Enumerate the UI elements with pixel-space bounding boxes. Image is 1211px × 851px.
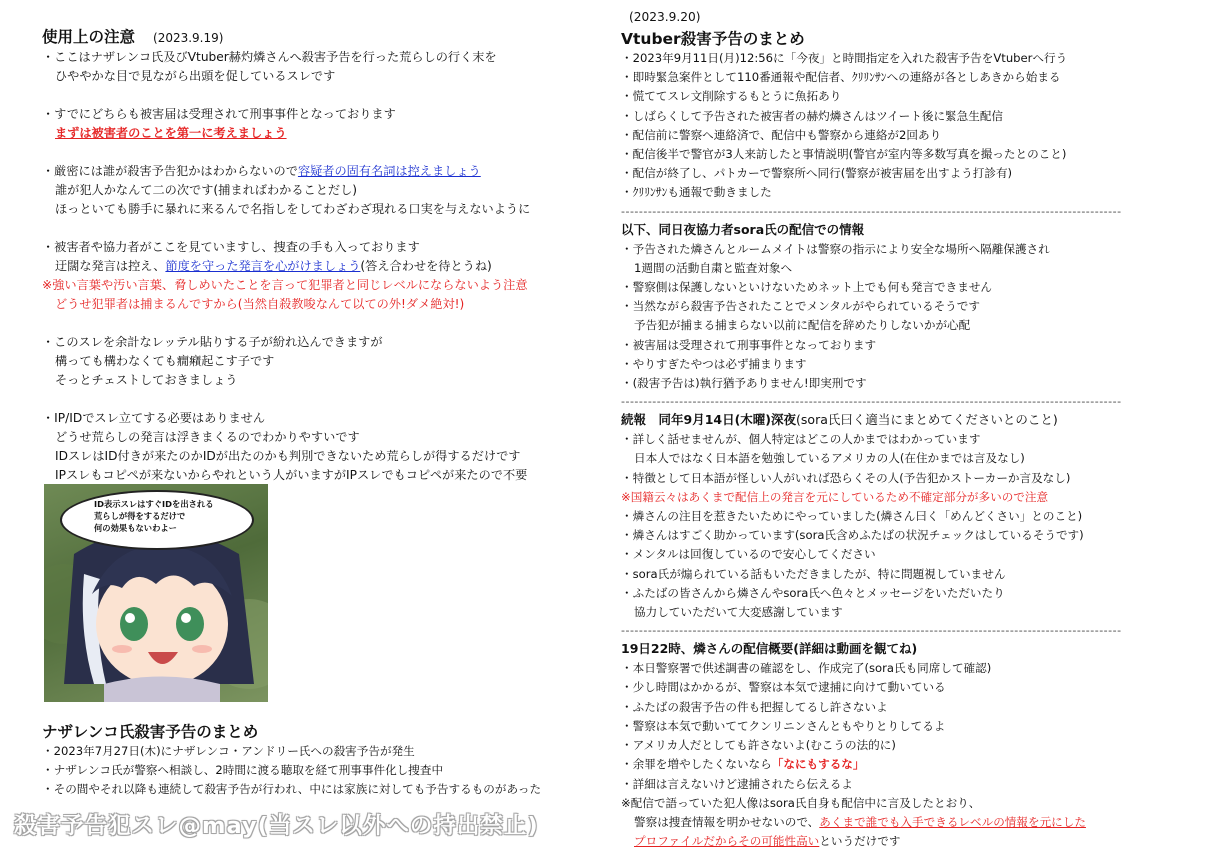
profile-emphasis: あくまで誰でも入手できるレベルの情報を元にした <box>819 814 1086 829</box>
notice-line <box>42 162 602 181</box>
followup-line: ・詳しく話せませんが、個人特定はどこの人かまではわかっています <box>621 432 981 447</box>
followup-line: ・ふたばの皆さんから燐さんやsora氏へ色々とメッセージをいただいたり <box>621 585 1005 600</box>
nazarenko-line: ・その間やそれ以降も連続して殺害予告が行われ、中には家族に対しても予告するものがあった <box>42 782 542 797</box>
followup-title <box>621 410 1181 430</box>
summary-line <box>621 832 1181 851</box>
profile-emphasis: プロファイルだからその可能性高い <box>634 834 820 849</box>
notice-line: ・IP/IDでスレ立てする必要はありません <box>42 411 266 425</box>
followup-line: ・sora氏が煽られている話もいただきましたが、特に問題視していません <box>621 566 1006 581</box>
summary-line: ・詳細は言えないけど逮捕されたら伝えるよ <box>621 776 853 791</box>
nationality-warning: ※国籍云々はあくまで配信上の発言を元にしているため不確定部分が多いので注意 <box>621 489 1049 504</box>
vtuber-line: ・配信が終了し、パトカーで警察所へ同行(警察が被害届を出すよう打診有) <box>621 166 1013 181</box>
summary-text: 警察は捜査情報を明かせないので、 <box>634 814 820 829</box>
followup-line: ・メンタルは回復しているので安心してください <box>621 547 876 562</box>
character-illustration <box>44 484 268 702</box>
warning-line: ※強い言葉や汚い言葉、脅しめいたことを言って犯罪者と同じレベルにならないよう注意 <box>42 278 528 292</box>
notice-line: 構っても構わなくても癇癪起こす子です <box>55 354 275 368</box>
vtuber-line: ・配信前に警察へ連絡済で、配信中も警察から連絡が2回あり <box>621 127 942 142</box>
followup-line: ・特徴として日本語が怪しい人がいれば恐らくその人(予告犯かストーカーか言及なし) <box>621 470 1071 485</box>
vtuber-line: ・しばらくして予告された被害者の赫灼燐さんはツイート後に緊急生配信 <box>621 108 1004 123</box>
summary-line <box>621 813 1181 832</box>
separator: ---------------------------------------------------------------------------------------------------------------- <box>621 395 1122 409</box>
notice-line <box>42 257 602 276</box>
followup-line: 協力していただいて大変感謝しています <box>634 605 843 620</box>
bubble-line: 何の効果もないわよー <box>94 523 177 533</box>
sora-line: ・(殺害予告は)執行猶予ありません!即実刑です <box>621 376 867 391</box>
notice-line: IPスレもコピペが来ないからやれという人がいますがIPスレでもコピペが来たので不要 <box>55 468 528 482</box>
warning-line: どうせ犯罪者は捕まるんですから(当然自殺教唆なんて以ての外!ダメ絶対!) <box>55 297 465 311</box>
summary-line: ・本日警察署で供述調書の確認をし、作成完了(sora氏も同席して確認) <box>621 661 992 676</box>
summary-text: ・余罪を増やしたくないなら <box>621 757 772 772</box>
bubble-line: ID表示スレはすぐIDを出される <box>94 499 214 509</box>
moderation-link[interactable]: 節度を守った発言を心がけましょう <box>165 259 361 273</box>
vtuber-date: (2023.9.20) <box>629 10 701 24</box>
followup-line: ・燐さんの注目を惹きたいためにやっていました(燐さん曰く「めんどくさい」とのこと) <box>621 509 1083 524</box>
notice-line: ・このスレを余計なレッテル貼りする子が紛れ込んできますが <box>42 335 383 349</box>
sora-line: ・警察側は保護しないといけないためネット上でも何も発言できません <box>621 280 993 295</box>
sora-line: ・被害届は受理されて刑事事件となっております <box>621 337 877 352</box>
separator: ---------------------------------------------------------------------------------------------------------------- <box>621 204 1122 218</box>
nazarenko-section <box>42 722 602 800</box>
sora-line: ・当然ながら殺害予告されたことでメンタルがやられているそうです <box>621 299 980 314</box>
summary-line: ・少し時間はかかるが、警察は本気で逮捕に向けて動いている <box>621 680 946 695</box>
nazarenko-title: ナザレンコ氏殺害予告のまとめ <box>42 723 259 741</box>
sora-line: 1週間の活動自粛と監査対象へ <box>634 260 793 275</box>
notice-line: ・ここはナザレンコ氏及びVtuber赫灼燐さんへ殺害予告を行った荒らしの行く末を <box>42 50 497 64</box>
summary-text: というだけです <box>819 834 901 849</box>
summary-line: ・警察は本気で動いててクンリニンさんともやりとりしてるよ <box>621 718 946 733</box>
notice-line: どうせ荒らしの発言は浮きまくるのでわかりやすいです <box>55 430 360 444</box>
sora-line: 予告犯が捕まる捕まらない以前に配信を辞めたりしないかが心配 <box>634 318 971 333</box>
vtuber-line: ・2023年9月11日(月)12:56に「今夜」と時間指定を入れた殺害予告をVtuberへ行う <box>621 51 1068 65</box>
vtuber-line: ・ｸﾘﾘﾝｻﾝも通報で動きました <box>621 185 772 200</box>
notice-text: 迂闊な発言は控え、 <box>55 259 166 273</box>
summary-line: ・アメリカ人だとしても許さないよ(むこうの法的に) <box>621 738 896 753</box>
vtuber-line: ・即時緊急案件として110番通報や配信者、ｸﾘﾘﾝｻﾝへの連絡が各としあきから始まる <box>621 70 1061 85</box>
followup-title-main: 続報 同年9月14日(木曜)深夜 <box>621 412 797 428</box>
notice-line: そっとチェストしておきましょう <box>55 373 238 387</box>
sora-stream-title: 以下、同日夜協力者sora氏の配信での情報 <box>621 221 865 237</box>
vtuber-title: Vtuber殺害予告のまとめ <box>621 30 805 48</box>
do-nothing-emphasis: 「なにもするな」 <box>771 757 865 772</box>
vtuber-line: ・配信後半で警官が3人来訪したと事情説明(警官が室内等多数写真を撮ったとのこと) <box>621 147 1067 162</box>
notice-title: 使用上の注意 <box>42 28 136 46</box>
nazarenko-line: ・2023年7月27日(木)にナザレンコ・アンドリー氏への殺害予告が発生 <box>42 744 415 758</box>
notice-line: 誰が犯人かなんて二の次です(捕まればわかることだし) <box>55 183 358 197</box>
sora-line: ・やりすぎたやつは必ず捕まります <box>621 356 807 371</box>
followup-line: ・燐さんはすごく助かっています(sora氏含めふたばの状況チェックはしているそうです) <box>621 528 1084 543</box>
vtuber-line: ・慌ててスレ文削除するもとうに魚拓あり <box>621 89 842 104</box>
notice-heading <box>42 27 602 48</box>
notice-line: ・すでにどちらも被害届は受理されて刑事事件となっております <box>42 107 396 121</box>
notice-line: ひややかな目で見ながら出頭を促しているスレです <box>55 69 336 83</box>
victim-first-emphasis: まずは被害者のことを第一に考えましょう <box>55 126 287 140</box>
followup-line: 日本人ではなく日本語を勉強しているアメリカの人(在住かまでは言及なし) <box>634 451 1025 466</box>
stream-summary-title: 19日22時、燐さんの配信概要(詳細は動画を観てね) <box>621 641 918 657</box>
notice-line: ほっといても勝手に暴れに来るんで名指しをしてわざわざ現れる口実を与えないように <box>55 202 531 216</box>
notice-line: IDスレはID付きが来たのかIDが出たのかも判別できないため荒らしが得するだけです <box>55 449 521 463</box>
separator: ---------------------------------------------------------------------------------------------------------------- <box>621 624 1122 638</box>
right-column <box>621 0 1181 851</box>
left-column <box>42 0 602 485</box>
followup-title-note: (sora氏曰く適当にまとめてくださいとのこと) <box>796 412 1058 428</box>
summary-line <box>621 755 1181 774</box>
summary-line: ・ふたばの殺害予告の件も把握してるし許さないよ <box>621 699 888 714</box>
speech-bubble-text <box>94 498 214 534</box>
notice-date: (2023.9.19) <box>153 31 224 45</box>
sora-line: ・予告された燐さんとルームメイトは警察の指示により安全な場所へ隔離保護され <box>621 241 1050 256</box>
proper-noun-link[interactable]: 容疑者の固有名詞は控えましょう <box>297 164 481 178</box>
notice-line: ・被害者や協力者がここを見ていますし、捜査の手も入っております <box>42 240 420 254</box>
watermark-text: 殺害予告犯スレ@may(当スレ以外への持出禁止) <box>14 813 539 839</box>
notice-text: (答え合わせを待とうね) <box>360 259 492 273</box>
nazarenko-line: ・ナザレンコ氏が警察へ相談し、2時間に渡る聴取を経て刑事事件化し捜査中 <box>42 763 444 778</box>
bubble-line: 荒らしが得をするだけで <box>94 511 186 521</box>
summary-line: ※配信で語っていた犯人像はsora氏自身も配信中に言及したとおり、 <box>621 795 981 810</box>
notice-text: ・厳密には誰が殺害予告犯かはわからないので <box>42 164 298 178</box>
